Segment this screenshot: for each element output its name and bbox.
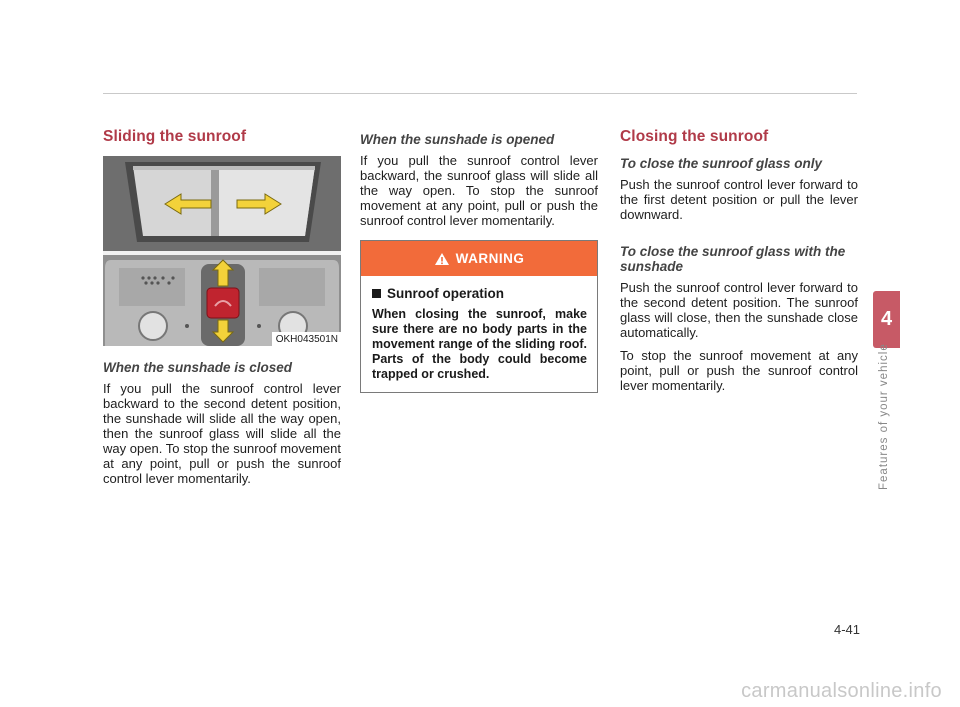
warning-triangle-icon	[434, 252, 450, 266]
page-number: 4-41	[833, 622, 860, 637]
warning-subtitle-row	[372, 286, 587, 301]
glass-only-subheading: To close the sunroof glass only	[620, 156, 823, 171]
middle-column	[360, 128, 598, 393]
warning-title: WARNING	[455, 251, 525, 266]
chapter-number: 4	[880, 308, 893, 330]
right-column	[620, 128, 858, 401]
square-bullet-icon	[372, 289, 381, 298]
watermark: carmanualsonline.info	[741, 680, 942, 702]
left-column	[103, 128, 341, 494]
warning-box	[360, 240, 598, 393]
closed-body: If you pull the sunroof control lever backward to the second detent position, the sunshade will slide all the way open, then the sunroof glass will slide all the way open. To stop the sunroof movement at any point, pull or push the sunroof control lever momentarily.	[103, 381, 341, 486]
closing-heading: Closing the sunroof	[620, 128, 769, 145]
warning-header	[361, 241, 597, 276]
with-shade-body-1: Push the sunroof control lever forward to the second detent position. The sunroof glass will close, then the sunshade close automatically.	[620, 280, 858, 340]
sliding-heading: Sliding the sunroof	[103, 128, 247, 145]
opened-subheading: When the sunshade is opened	[360, 132, 555, 147]
with-shade-subheading: To close the sunroof glass with the sunshade	[620, 244, 846, 274]
with-shade-body-2: To stop the sunroof movement at any point, pull or push the sunroof control lever momentarily.	[620, 348, 858, 393]
sunroof-illustration	[103, 156, 341, 346]
glass-only-body: Push the sunroof control lever forward to the first detent position or pull the lever downward.	[620, 177, 858, 222]
opened-body: If you pull the sunroof control lever backward, the sunroof glass will slide all the way open. To stop the sunroof movement at any point, pull or push the sunroof control lever momentarily.	[360, 153, 598, 228]
closed-subheading: When the sunshade is closed	[103, 360, 293, 375]
warning-text: When closing the sunroof, make sure there are no body parts in the movement range of the sliding roof. Parts of the body could become trapped or crushed.	[372, 307, 587, 381]
sunroof-figure	[103, 156, 341, 346]
top-rule	[103, 93, 857, 94]
chapter-title: Features of your vehicle	[878, 343, 890, 490]
chapter-tab	[873, 291, 900, 348]
figure-code: OKH043501N	[272, 332, 341, 346]
warning-body	[361, 276, 597, 392]
warning-subtitle: Sunroof operation	[387, 286, 504, 301]
